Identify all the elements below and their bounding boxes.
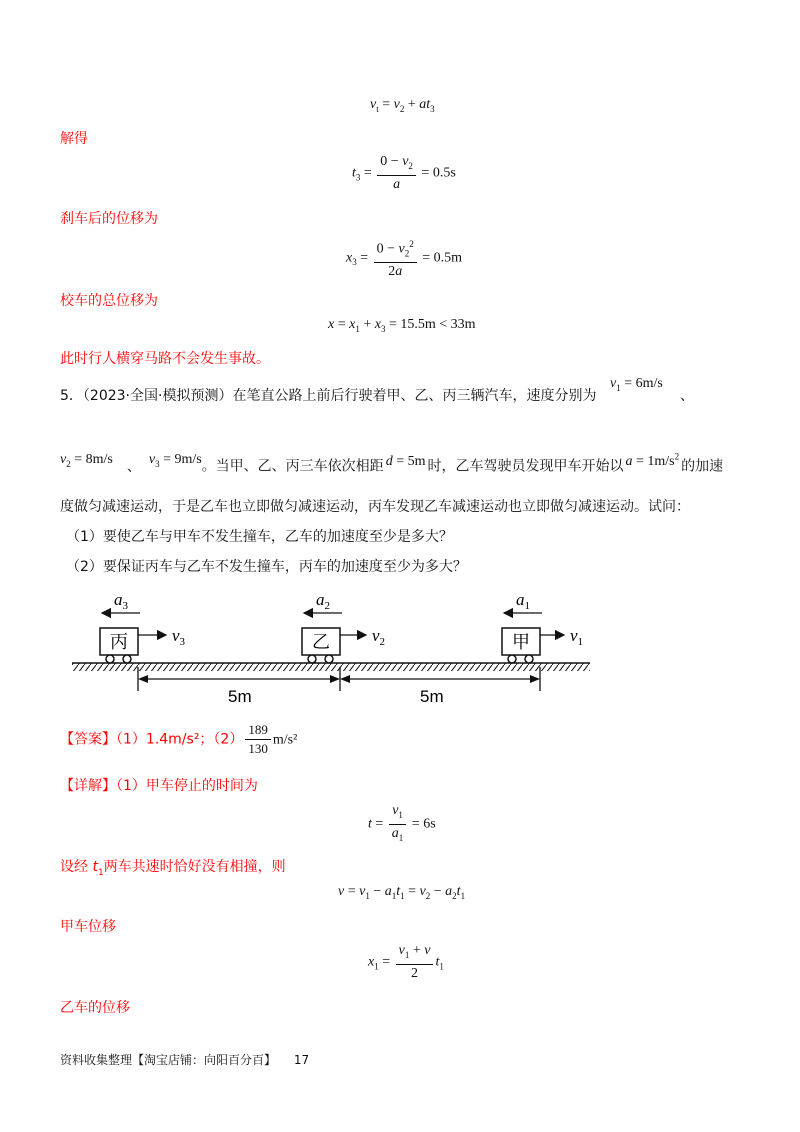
assume-a: 设经 <box>60 859 93 875</box>
svg-text:a1: $a_1$ <box>516 590 530 612</box>
car-bing <box>100 590 186 663</box>
car-yi <box>302 590 385 663</box>
detail-line <box>60 775 258 795</box>
q5-line3: 度做匀减速运动，于是乙车也立即做匀减速运动，丙车发现乙车减速运动也立即做匀减速运动。试问： <box>60 499 690 515</box>
page-footer <box>60 1051 309 1068</box>
svg-text:v1: $v_1$ <box>570 626 584 648</box>
q5-number: 5． <box>60 388 83 404</box>
equation-a: $a = 1m/s^2$ <box>625 451 680 469</box>
detail-text: （1）甲车停止的时间为 <box>116 778 258 794</box>
assume-sub: 1 <box>97 867 104 878</box>
q5-sep1: 、 <box>680 388 694 404</box>
equation-stop-time: t = $\frac{v_1}{a_1}$ = 6s <box>368 803 436 843</box>
equation-x3: $x_3$ = $\frac{0 - v_2^2}{2a}$ = 0.5m <box>346 236 462 280</box>
equation-total-x: $x = x_1 + x_3 = 15.5m < 33m$ <box>328 317 476 334</box>
car-jia <box>502 590 583 663</box>
car-yi-label: 乙 <box>312 632 330 653</box>
footer-text: 资料收集整理【淘宝店铺：向阳百分百】 <box>60 1053 277 1067</box>
q5-part1: （1）要使乙车与甲车不发生撞车，乙车的加速度至少是多大？ <box>66 529 453 545</box>
text-conclusion: 此时行人横穿马路不会发生事故。 <box>60 351 270 367</box>
q5-text1: 在笔直公路上前后行驶着甲、乙、丙三辆汽车，速度分别为 <box>232 388 597 404</box>
distance-label-1: 5m <box>228 687 252 706</box>
cars-diagram <box>60 585 600 710</box>
q5-sep2: 、 <box>126 458 141 475</box>
distance-markers <box>138 667 540 706</box>
svg-text:a3: $a_3$ <box>114 590 128 612</box>
text-jiede: 解得 <box>60 131 88 147</box>
ground-hatching <box>72 663 590 671</box>
q5-part2: （2）要保证丙车与乙车不发生撞车，丙车的加速度至少为多大？ <box>66 559 467 575</box>
equation-d: d = 5m <box>385 453 426 469</box>
q5-text4: 的加速 <box>681 458 724 475</box>
equation-x1: $x_1$ = $\frac{v_1 + v}{2}$ $t_1$ <box>368 943 444 981</box>
equation-v1: $v_1 = 6m/s$ <box>610 376 663 393</box>
equation-v3: $v_3 = 9m/s$ <box>148 451 202 469</box>
q5-line1 <box>60 386 596 406</box>
text-yi-displacement: 乙车的位移 <box>60 1000 130 1016</box>
equation-common-velocity: $v = v_1 - a_1t_1 = v_2 - a_2t_1$ <box>338 884 466 901</box>
svg-text:v3: $v_3$ <box>172 626 186 648</box>
text-jia-displacement: 甲车位移 <box>60 919 116 935</box>
car-bing-label: 丙 <box>110 632 128 653</box>
svg-text:v2: $v_2$ <box>372 626 386 648</box>
text-braking-displacement: 刹车后的位移为 <box>60 211 158 227</box>
assume-line <box>60 856 286 878</box>
car-jia-label: 甲 <box>512 632 530 653</box>
answer-text: （1）1.4m/s²；（2） <box>116 731 244 748</box>
equation-t3: $t_3$ = $\frac{0 - v_2}{a}$ = 0.5s <box>352 154 456 192</box>
q5-text2: 。当甲、乙、丙三车依次相距 <box>201 458 384 475</box>
equation-velocity: $v_t = v_2 + at_3$ <box>370 97 435 114</box>
q5-text3: 时，乙车驾驶员发现甲车开始以 <box>427 458 624 475</box>
answer-line <box>60 722 297 757</box>
answer-unit: m/s² <box>272 732 298 748</box>
svg-text:a2: $a_2$ <box>316 590 330 612</box>
answer-fraction: $\frac{189}{130}$ <box>245 722 271 757</box>
q5-line2 <box>60 452 723 481</box>
assume-b: 两车共速时恰好没有相撞，则 <box>103 859 286 875</box>
distance-label-2: 5m <box>420 687 444 706</box>
text-total-displacement: 校车的总位移为 <box>60 293 158 309</box>
equation-v2: $v_2 = 8m/s$ <box>60 451 113 469</box>
assume-t: t <box>92 859 98 875</box>
detail-label: 【详解】 <box>60 778 116 794</box>
q5-source: （2023·全国·模拟预测） <box>82 388 233 404</box>
answer-label: 【答案】 <box>60 731 116 748</box>
page-number: 17 <box>293 1053 310 1067</box>
